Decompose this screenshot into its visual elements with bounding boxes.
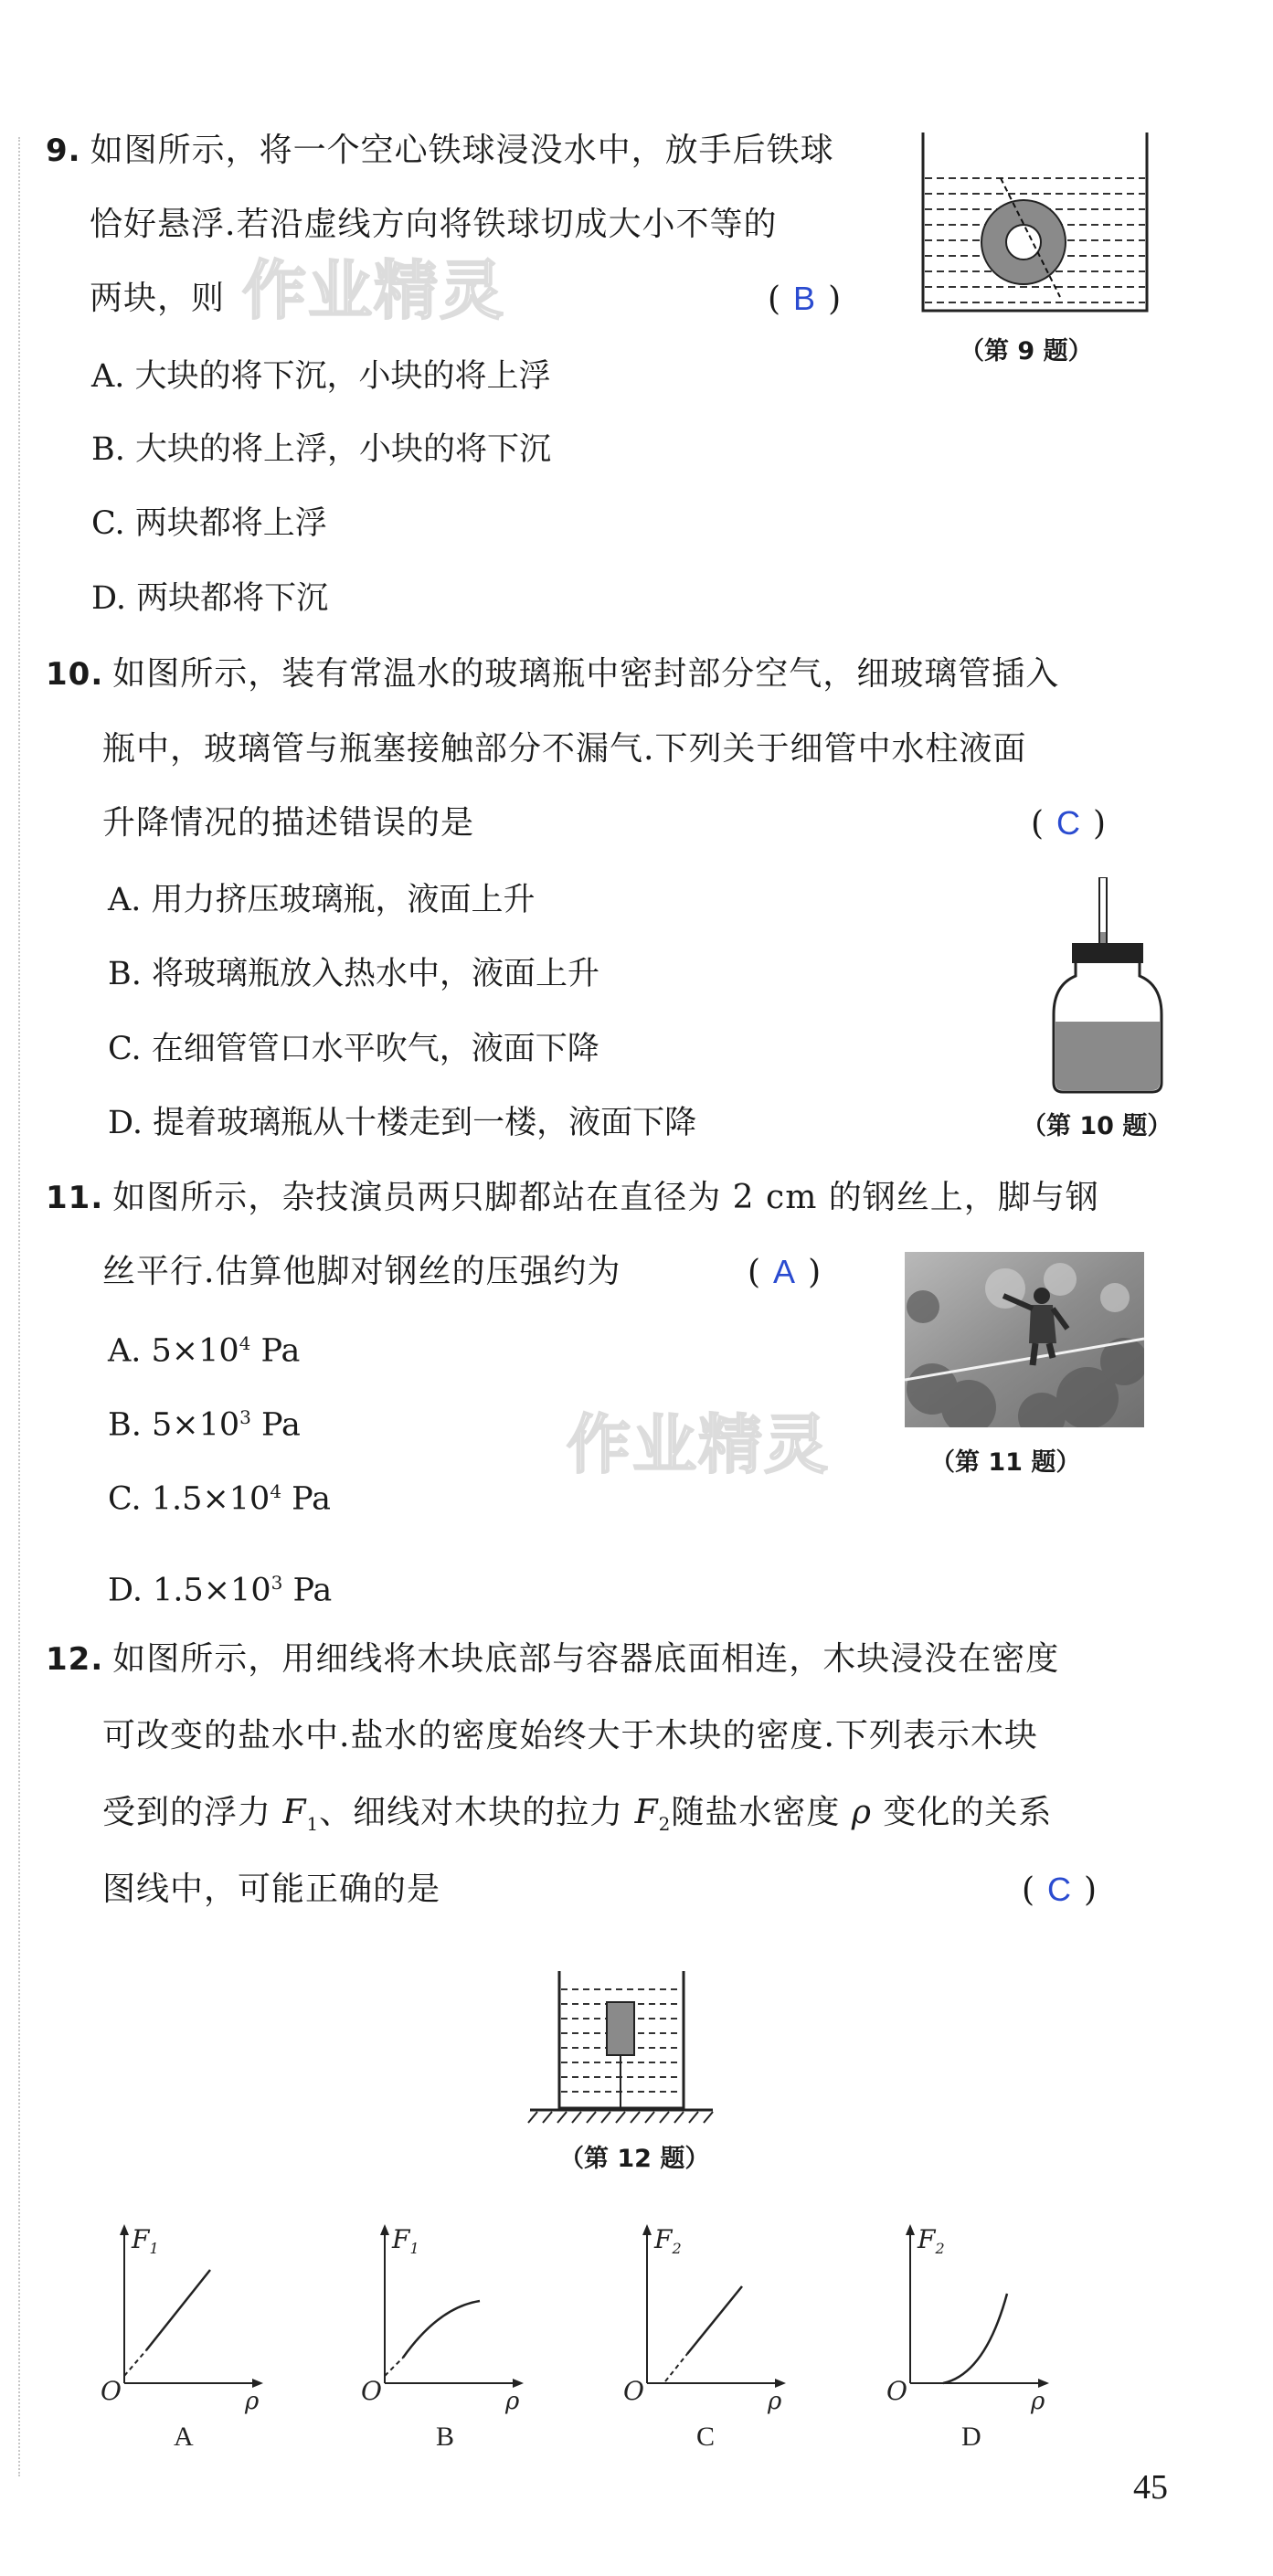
q12-line-4: 图线中，可能正确的是 bbox=[102, 1871, 441, 1908]
svg-text:F1: $F_1$ bbox=[132, 2224, 159, 2257]
svg-text:ρ: ρ bbox=[768, 2388, 782, 2415]
q9-answer: ( B ) bbox=[768, 280, 842, 318]
graph-b-label: B bbox=[436, 2422, 455, 2449]
q9-answer-letter: B bbox=[793, 280, 816, 317]
q9-figure-hollow-iron-ball bbox=[914, 128, 1161, 329]
svg-text:O: O bbox=[886, 2376, 907, 2406]
q12-line-3: 受到的浮力 $F_1$、细线对木块的拉力 $F_2$随盐水密度 ρ 变化的关系 bbox=[102, 1794, 1053, 1836]
q10-answer: ( C ) bbox=[1031, 804, 1107, 843]
q10-line-1: 10. 如图所示，装有常温水的玻璃瓶中密封部分空气，细玻璃管插入 bbox=[46, 655, 1060, 693]
q10-option-b: B. 将玻璃瓶放入热水中，液面上升 bbox=[108, 956, 599, 992]
q12-graph-a bbox=[91, 2221, 283, 2449]
graph-d-curve bbox=[943, 2294, 1007, 2383]
graph-c-curve bbox=[687, 2286, 742, 2354]
q12-answer-letter: C bbox=[1047, 1871, 1072, 1908]
q9-caption: （第 9 题） bbox=[960, 337, 1093, 366]
q11-answer: ( A ) bbox=[748, 1253, 822, 1291]
svg-text:ρ: ρ bbox=[1031, 2388, 1045, 2415]
svg-text:O: O bbox=[623, 2376, 644, 2406]
svg-text:F2: $F_2$ bbox=[654, 2224, 682, 2257]
q11-option-b: B. $5\times 10^3$ Pa bbox=[108, 1406, 301, 1444]
svg-text:ρ: ρ bbox=[245, 2388, 260, 2415]
q9-option-d: D. 两块都将下沉 bbox=[91, 580, 329, 617]
q11-caption: （第 11 题） bbox=[930, 1448, 1081, 1477]
q9-option-b: B. 大块的将上浮，小块的将下沉 bbox=[91, 431, 551, 468]
q9-option-c: C. 两块都将上浮 bbox=[91, 505, 327, 542]
graph-a-label: A bbox=[174, 2422, 194, 2449]
q12-graph-c bbox=[614, 2221, 806, 2449]
q12-graph-d bbox=[877, 2221, 1069, 2449]
q10-caption: （第 10 题） bbox=[1022, 1112, 1172, 1140]
svg-text:O: O bbox=[101, 2376, 122, 2406]
svg-text:F1: $F_1$ bbox=[392, 2224, 419, 2257]
q12-answer: ( C ) bbox=[1022, 1871, 1098, 1909]
graph-c-label: C bbox=[696, 2422, 716, 2449]
q9-line-3: 两块，则 bbox=[90, 280, 226, 317]
page-number: 45 bbox=[1133, 2468, 1168, 2507]
q12-number: 12. bbox=[46, 1641, 104, 1678]
graph-d-label: D bbox=[961, 2422, 981, 2449]
graph-a-curve bbox=[146, 2270, 210, 2350]
q11-number: 11. bbox=[46, 1180, 104, 1216]
q12-graph-b bbox=[352, 2221, 544, 2449]
q10-line-2: 瓶中，玻璃管与瓶塞接触部分不漏气.下列关于细管中水柱液面 bbox=[102, 730, 1027, 768]
q10-option-a: A. 用力挤压玻璃瓶，液面上升 bbox=[108, 882, 536, 918]
q12-figure-wood-block-container bbox=[521, 1969, 722, 2129]
q11-option-a: A. $5\times 10^4$ Pa bbox=[108, 1332, 301, 1370]
q9-number: 9. bbox=[46, 133, 81, 169]
bottle-stopper bbox=[1072, 943, 1143, 963]
q12-line-2: 可改变的盐水中.盐水的密度始终大于木块的密度.下列表示木块 bbox=[102, 1717, 1038, 1754]
q10-line-3: 升降情况的描述错误的是 bbox=[102, 804, 475, 842]
binding-margin-line bbox=[18, 137, 20, 2476]
q10-option-d: D. 提着玻璃瓶从十楼走到一楼，液面下降 bbox=[108, 1105, 697, 1141]
q10-figure-glass-bottle bbox=[1046, 877, 1183, 1097]
svg-text:F2: $F_2$ bbox=[918, 2224, 945, 2257]
q11-figure-tightrope-photo bbox=[905, 1252, 1144, 1427]
q10-answer-letter: C bbox=[1056, 804, 1081, 842]
q10-number: 10. bbox=[46, 656, 104, 693]
q11-option-d: D. $1.5\times 10^3$ Pa bbox=[108, 1572, 333, 1609]
svg-text:ρ: ρ bbox=[505, 2388, 520, 2415]
q11-line-1: 11. 如图所示，杂技演员两只脚都站在直径为 2 cm 的钢丝上，脚与钢 bbox=[46, 1179, 1099, 1216]
q11-answer-letter: A bbox=[773, 1253, 796, 1290]
q9-option-a: A. 大块的将下沉，小块的将上浮 bbox=[91, 358, 551, 395]
q11-option-c: C. $1.5\times 10^4$ Pa bbox=[108, 1480, 332, 1518]
q11-line-2: 丝平行.估算他脚对钢丝的压强约为 bbox=[102, 1253, 621, 1290]
q9-line-2: 恰好悬浮.若沿虚线方向将铁球切成大小不等的 bbox=[90, 206, 778, 243]
svg-text:O: O bbox=[361, 2376, 382, 2406]
watermark-middle: 作业精灵 bbox=[567, 1407, 830, 1482]
q9-line-1: 9. 如图所示，将一个空心铁球浸没水中，放手后铁球 bbox=[46, 132, 834, 169]
q12-line-1: 12. 如图所示，用细线将木块底部与容器底面相连，木块浸没在密度 bbox=[46, 1640, 1060, 1678]
graph-b-curve bbox=[403, 2301, 480, 2358]
watermark-top: 作业精灵 bbox=[242, 253, 505, 328]
wood-block bbox=[607, 2002, 634, 2055]
bottle-water bbox=[1056, 1022, 1160, 1090]
q10-option-c: C. 在细管管口水平吹气，液面下降 bbox=[108, 1031, 599, 1067]
q12-caption: （第 12 题） bbox=[559, 2145, 710, 2173]
